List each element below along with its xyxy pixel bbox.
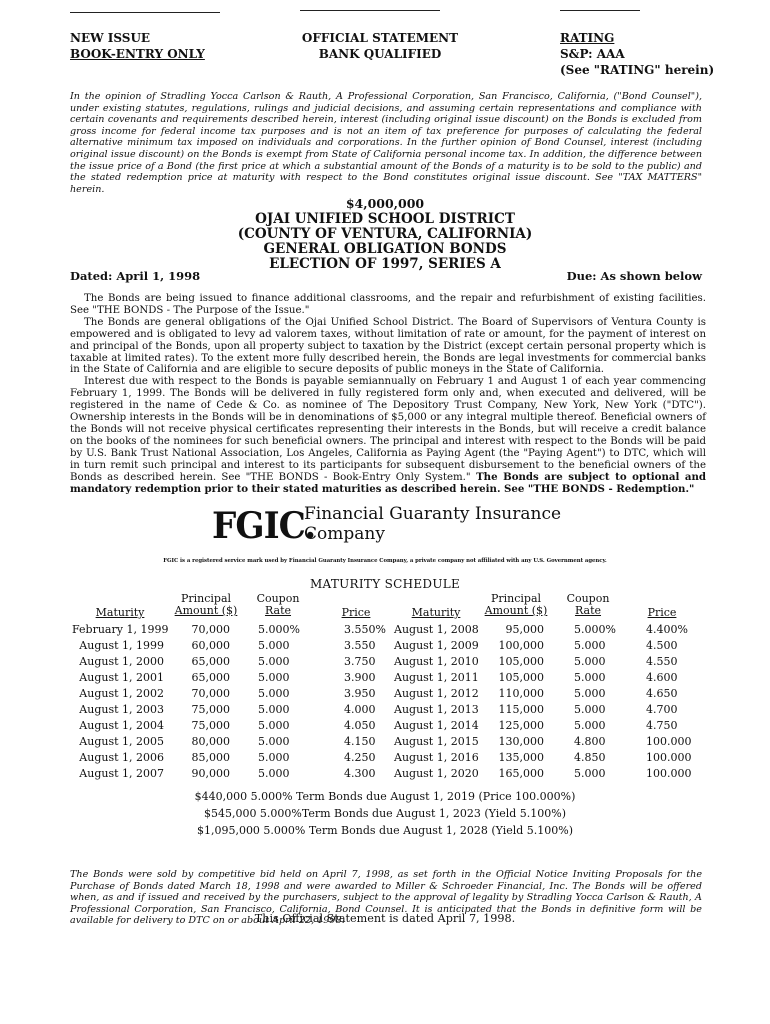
book-entry-label: BOOK-ENTRY ONLY [70, 47, 205, 61]
col-header-principal-right [478, 593, 554, 617]
schedule-maturity-cell: August 1, 2012 [394, 687, 479, 700]
col-header-maturity-left [80, 607, 160, 619]
schedule-maturity-cell: August 1, 2013 [394, 703, 479, 716]
header-amount-text: Amount ($) [484, 604, 548, 617]
schedule-rate-cell: 5.000 [258, 687, 290, 700]
rating-reference: (See "RATING" herein) [560, 63, 715, 77]
schedule-rate-cell: 5.000 [574, 703, 606, 716]
header-coupon-text: Coupon [566, 592, 610, 605]
rating-label: RATING [560, 31, 615, 45]
schedule-price-cell: 100.000 [646, 735, 692, 748]
new-issue-label: NEW ISSUE [70, 31, 151, 45]
schedule-maturity-cell: August 1, 2016 [394, 751, 479, 764]
schedule-maturity-cell: August 1, 2003 [79, 703, 164, 716]
schedule-amount-cell: 75,000 [191, 719, 230, 732]
schedule-price-cell: 4.050 [344, 719, 376, 732]
interest-paragraph [70, 376, 706, 495]
col-header-price-left [336, 607, 376, 619]
schedule-rate-cell: 5.000 [258, 767, 290, 780]
insurer-name-line1: Financial Guaranty Insurance [304, 504, 562, 524]
schedule-amount-cell: 105,000 [498, 671, 544, 684]
schedule-price-cell: 4.600 [646, 671, 678, 684]
col-header-maturity-right [396, 607, 476, 619]
header-left [70, 30, 205, 62]
schedule-price-cell: 4.550 [646, 655, 678, 668]
schedule-amount-cell: 105,000 [498, 655, 544, 668]
schedule-rate-cell: 5.000 [574, 655, 606, 668]
col-header-coupon-right [566, 593, 610, 617]
bank-qualified-label: BANK QUALIFIED [318, 47, 442, 61]
schedule-rate-cell: 5.000 [258, 639, 290, 652]
schedule-maturity-cell: August 1, 2015 [394, 735, 479, 748]
redemption-text: The Bonds are subject to optional and mandatory redemption prior to their stated maturities as described herein. See "THE BONDS - Redemption." [70, 470, 707, 495]
term-bonds [0, 788, 770, 839]
schedule-price-cell: 100.000 [646, 767, 692, 780]
schedule-maturity-cell: August 1, 2008 [394, 623, 479, 636]
issuer-name: OJAI UNIFIED SCHOOL DISTRICT [255, 211, 515, 227]
purpose-paragraph: The Bonds are being issued to finance additional classrooms, and the repair and refurbishment of existing facilities. See "THE BONDS - The Purpose of the Issue." [70, 293, 706, 316]
schedule-price-cell: 3.550 [344, 639, 376, 652]
header-coupon-text: Coupon [256, 592, 300, 605]
col-header-principal-left [168, 593, 244, 617]
schedule-maturity-cell: August 1, 2001 [79, 671, 164, 684]
schedule-amount-cell: 165,000 [498, 767, 544, 780]
schedule-maturity-cell: August 1, 2005 [79, 735, 164, 748]
due-date: Due: As shown below [566, 269, 702, 283]
schedule-price-cell: 4.000 [344, 703, 376, 716]
schedule-maturity-cell: August 1, 2000 [79, 655, 164, 668]
schedule-amount-cell: 135,000 [498, 751, 544, 764]
insurer-name [304, 504, 561, 544]
body-text [70, 293, 706, 495]
schedule-rate-cell: 4.800 [574, 735, 606, 748]
term-bond-2028: $1,095,000 5.000% Term Bonds due August 1, 2028 (Yield 5.100%) [196, 824, 574, 837]
schedule-rate-cell: 5.000 [258, 655, 290, 668]
schedule-amount-cell: 100,000 [498, 639, 544, 652]
bond-series: ELECTION OF 1997, SERIES A [269, 256, 501, 272]
schedule-price-cell: 4.650 [646, 687, 678, 700]
schedule-rate-cell: 5.000 [258, 735, 290, 748]
dated-date: Dated: April 1, 1998 [70, 269, 201, 283]
schedule-price-cell: 100.000 [646, 751, 692, 764]
schedule-rate-cell: 5.000 [258, 703, 290, 716]
official-statement-label: OFFICIAL STATEMENT [301, 31, 459, 45]
top-rule-left [70, 12, 220, 13]
header-price-text: Price [647, 606, 677, 619]
issuer-county: (COUNTY OF VENTURA, CALIFORNIA) [237, 226, 533, 242]
schedule-amount-cell: 70,000 [191, 687, 230, 700]
schedule-amount-cell: 75,000 [191, 703, 230, 716]
schedule-price-cell: 4.250 [344, 751, 376, 764]
fgic-disclaimer: FGIC is a registered service mark used by Financial Guaranty Insurance Company, a private company not affiliated with any U.S. Government agency. [163, 558, 607, 564]
schedule-maturity-cell: August 1, 2010 [394, 655, 479, 668]
schedule-rate-cell: 4.850 [574, 751, 606, 764]
header-rate-text: Rate [264, 604, 292, 617]
schedule-rate-cell: 5.000 [574, 719, 606, 732]
schedule-amount-cell: 60,000 [191, 639, 230, 652]
schedule-rate-cell: 5.000 [574, 671, 606, 684]
schedule-maturity-cell: August 1, 2014 [394, 719, 479, 732]
header-right [560, 30, 714, 78]
schedule-price-cell: 4.300 [344, 767, 376, 780]
header-amount-text: Amount ($) [174, 604, 238, 617]
schedule-maturity-cell: August 1, 2004 [79, 719, 164, 732]
header-center [300, 30, 460, 62]
schedule-price-cell: 4.700 [646, 703, 678, 716]
schedule-amount-cell: 65,000 [191, 671, 230, 684]
header-principal-text: Principal [180, 592, 232, 605]
col-header-price-right [644, 607, 680, 619]
insurer-name-line2: Company [304, 524, 385, 544]
schedule-rate-cell: 5.000 [258, 751, 290, 764]
schedule-price-cell: 4.400% [646, 623, 688, 636]
schedule-price-cell: 3.900 [344, 671, 376, 684]
schedule-amount-cell: 110,000 [498, 687, 544, 700]
interest-text: Interest due with respect to the Bonds is payable semiannually on February 1 and August 1 of each year commencing February 1, 1999. The Bonds will be delivered in fully registered form only and, when executed and delivered, will be registered in the name of Cede & Co. as nominee of The Depository Trust Company, New York, New York ("DTC"). Ownership interests in the Bonds will be in denominations of $5,000 or any integral multiple thereof. Beneficial owners of the Bonds will not receive physical certificates representing their interests in the Bonds, but will receive a credit balance on the books of the nominees for such beneficial owners. The principal and interest with respect to the Bonds will be paid by U.S. Bank Trust National Association, Los Angeles, California as Paying Agent (the "Paying Agent") to DTC, which will in turn remit such principal and interest to its participants for subsequent disbursement to the beneficial owners of the Bonds as described herein. See "THE BONDS - Book-Entry Only System." [70, 376, 706, 483]
header-price-text: Price [341, 606, 371, 619]
top-rule-mid [300, 10, 440, 11]
schedule-price-cell: 3.950 [344, 687, 376, 700]
schedule-amount-cell: 90,000 [191, 767, 230, 780]
term-bond-2019: $440,000 5.000% Term Bonds due August 1, 2019 (Price 100.000%) [194, 790, 576, 803]
rating-value: S&P: AAA [560, 47, 625, 61]
bond-title-block [0, 195, 770, 272]
schedule-rate-cell: 5.000 [258, 671, 290, 684]
bond-type: GENERAL OBLIGATION BONDS [263, 241, 507, 257]
col-header-coupon-left [256, 593, 300, 617]
schedule-price-cell: 4.500 [646, 639, 678, 652]
schedule-rate-cell: 5.000% [258, 623, 300, 636]
schedule-amount-cell: 125,000 [498, 719, 544, 732]
statement-date: This Official Statement is dated April 7, 1998. [254, 912, 516, 925]
schedule-amount-cell: 80,000 [191, 735, 230, 748]
schedule-price-cell: 3.750 [344, 655, 376, 668]
schedule-maturity-cell: August 1, 1999 [79, 639, 164, 652]
schedule-maturity-cell: August 1, 2002 [79, 687, 164, 700]
tax-opinion-paragraph: In the opinion of Stradling Yocca Carlson & Rauth, A Professional Corporation, San Francisco, California, ("Bond Counsel"), under existing statutes, regulations, rulings and judicial decisions, and assuming certain representations and compliance with certain covenants and requirements described herein, interest (including original issue discount) on the Bonds is excluded from gross income for federal income tax purposes and is not an item of tax preference for purposes of calculating the federal alternative minimum tax imposed on individuals and corporations. In the further opinion of Bond Counsel, interest (including original issue discount) on the Bonds is exempt from State of California personal income tax. In addition, the difference between the issue price of a Bond (the first price at which a substantial amount of the Bonds of a maturity is to be sold to the public) and the stated redemption price at maturity with respect to the Bond constitutes original issue discount. See "TAX MATTERS" herein. [70, 91, 702, 195]
schedule-amount-cell: 85,000 [191, 751, 230, 764]
schedule-price-cell: 4.150 [344, 735, 376, 748]
schedule-maturity-cell: August 1, 2020 [394, 767, 479, 780]
schedule-rate-cell: 5.000% [574, 623, 616, 636]
schedule-price-cell: 3.550% [344, 623, 386, 636]
schedule-maturity-cell: August 1, 2007 [79, 767, 164, 780]
schedule-amount-cell: 70,000 [191, 623, 230, 636]
schedule-maturity-cell: August 1, 2006 [79, 751, 164, 764]
header-maturity-text: Maturity [411, 606, 461, 619]
header-maturity-text: Maturity [95, 606, 145, 619]
maturity-schedule-title: MATURITY SCHEDULE [309, 577, 461, 591]
schedule-maturity-cell: February 1, 1999 [72, 623, 169, 636]
obligation-paragraph: The Bonds are general obligations of the Ojai Unified School District. The Board of Supervisors of Ventura County is empowered and is obligated to levy ad valorem taxes, without limitation of rate or amount, for the payment of interest on and principal of the Bonds, upon all property subject to taxation by the District (except certain personal property which is taxable at limited rates). To the extent more fully described herein, the Bonds are legal investments for commercial banks in the State of California and are eligible to secure deposits of public moneys in the State of California. [70, 316, 706, 376]
schedule-price-cell: 4.750 [646, 719, 678, 732]
schedule-amount-cell: 115,000 [498, 703, 544, 716]
bond-amount: $4,000,000 [345, 196, 425, 211]
schedule-rate-cell: 5.000 [574, 687, 606, 700]
fgic-logo: FGIC. [212, 505, 316, 547]
schedule-maturity-cell: August 1, 2009 [394, 639, 479, 652]
schedule-maturity-cell: August 1, 2011 [394, 671, 479, 684]
header-principal-text: Principal [490, 592, 542, 605]
sale-paragraph: The Bonds were sold by competitive bid held on April 7, 1998, as set forth in the Official Notice Inviting Proposals for the Purchase of Bonds dated March 18, 1998 and were awarded to Miller & Schroeder Financial, Inc. The Bonds will be offered when, as and if issued and received by the purchasers, subject to the approval of legality by Stradling Yocca Carlson & Rauth, A Professional Corporation, San Francisco, California, Bond Counsel. It is anticipated that the Bonds in definitive form will be available for delivery to DTC on or about April 22, 1998. [70, 869, 702, 927]
schedule-rate-cell: 5.000 [574, 767, 606, 780]
schedule-amount-cell: 130,000 [498, 735, 544, 748]
schedule-rate-cell: 5.000 [574, 639, 606, 652]
schedule-rate-cell: 5.000 [258, 719, 290, 732]
top-rule-right [560, 10, 640, 11]
schedule-amount-cell: 95,000 [505, 623, 544, 636]
header-rate-text: Rate [574, 604, 602, 617]
schedule-amount-cell: 65,000 [191, 655, 230, 668]
term-bond-2023: $545,000 5.000%Term Bonds due August 1, 2023 (Yield 5.100%) [203, 807, 567, 820]
